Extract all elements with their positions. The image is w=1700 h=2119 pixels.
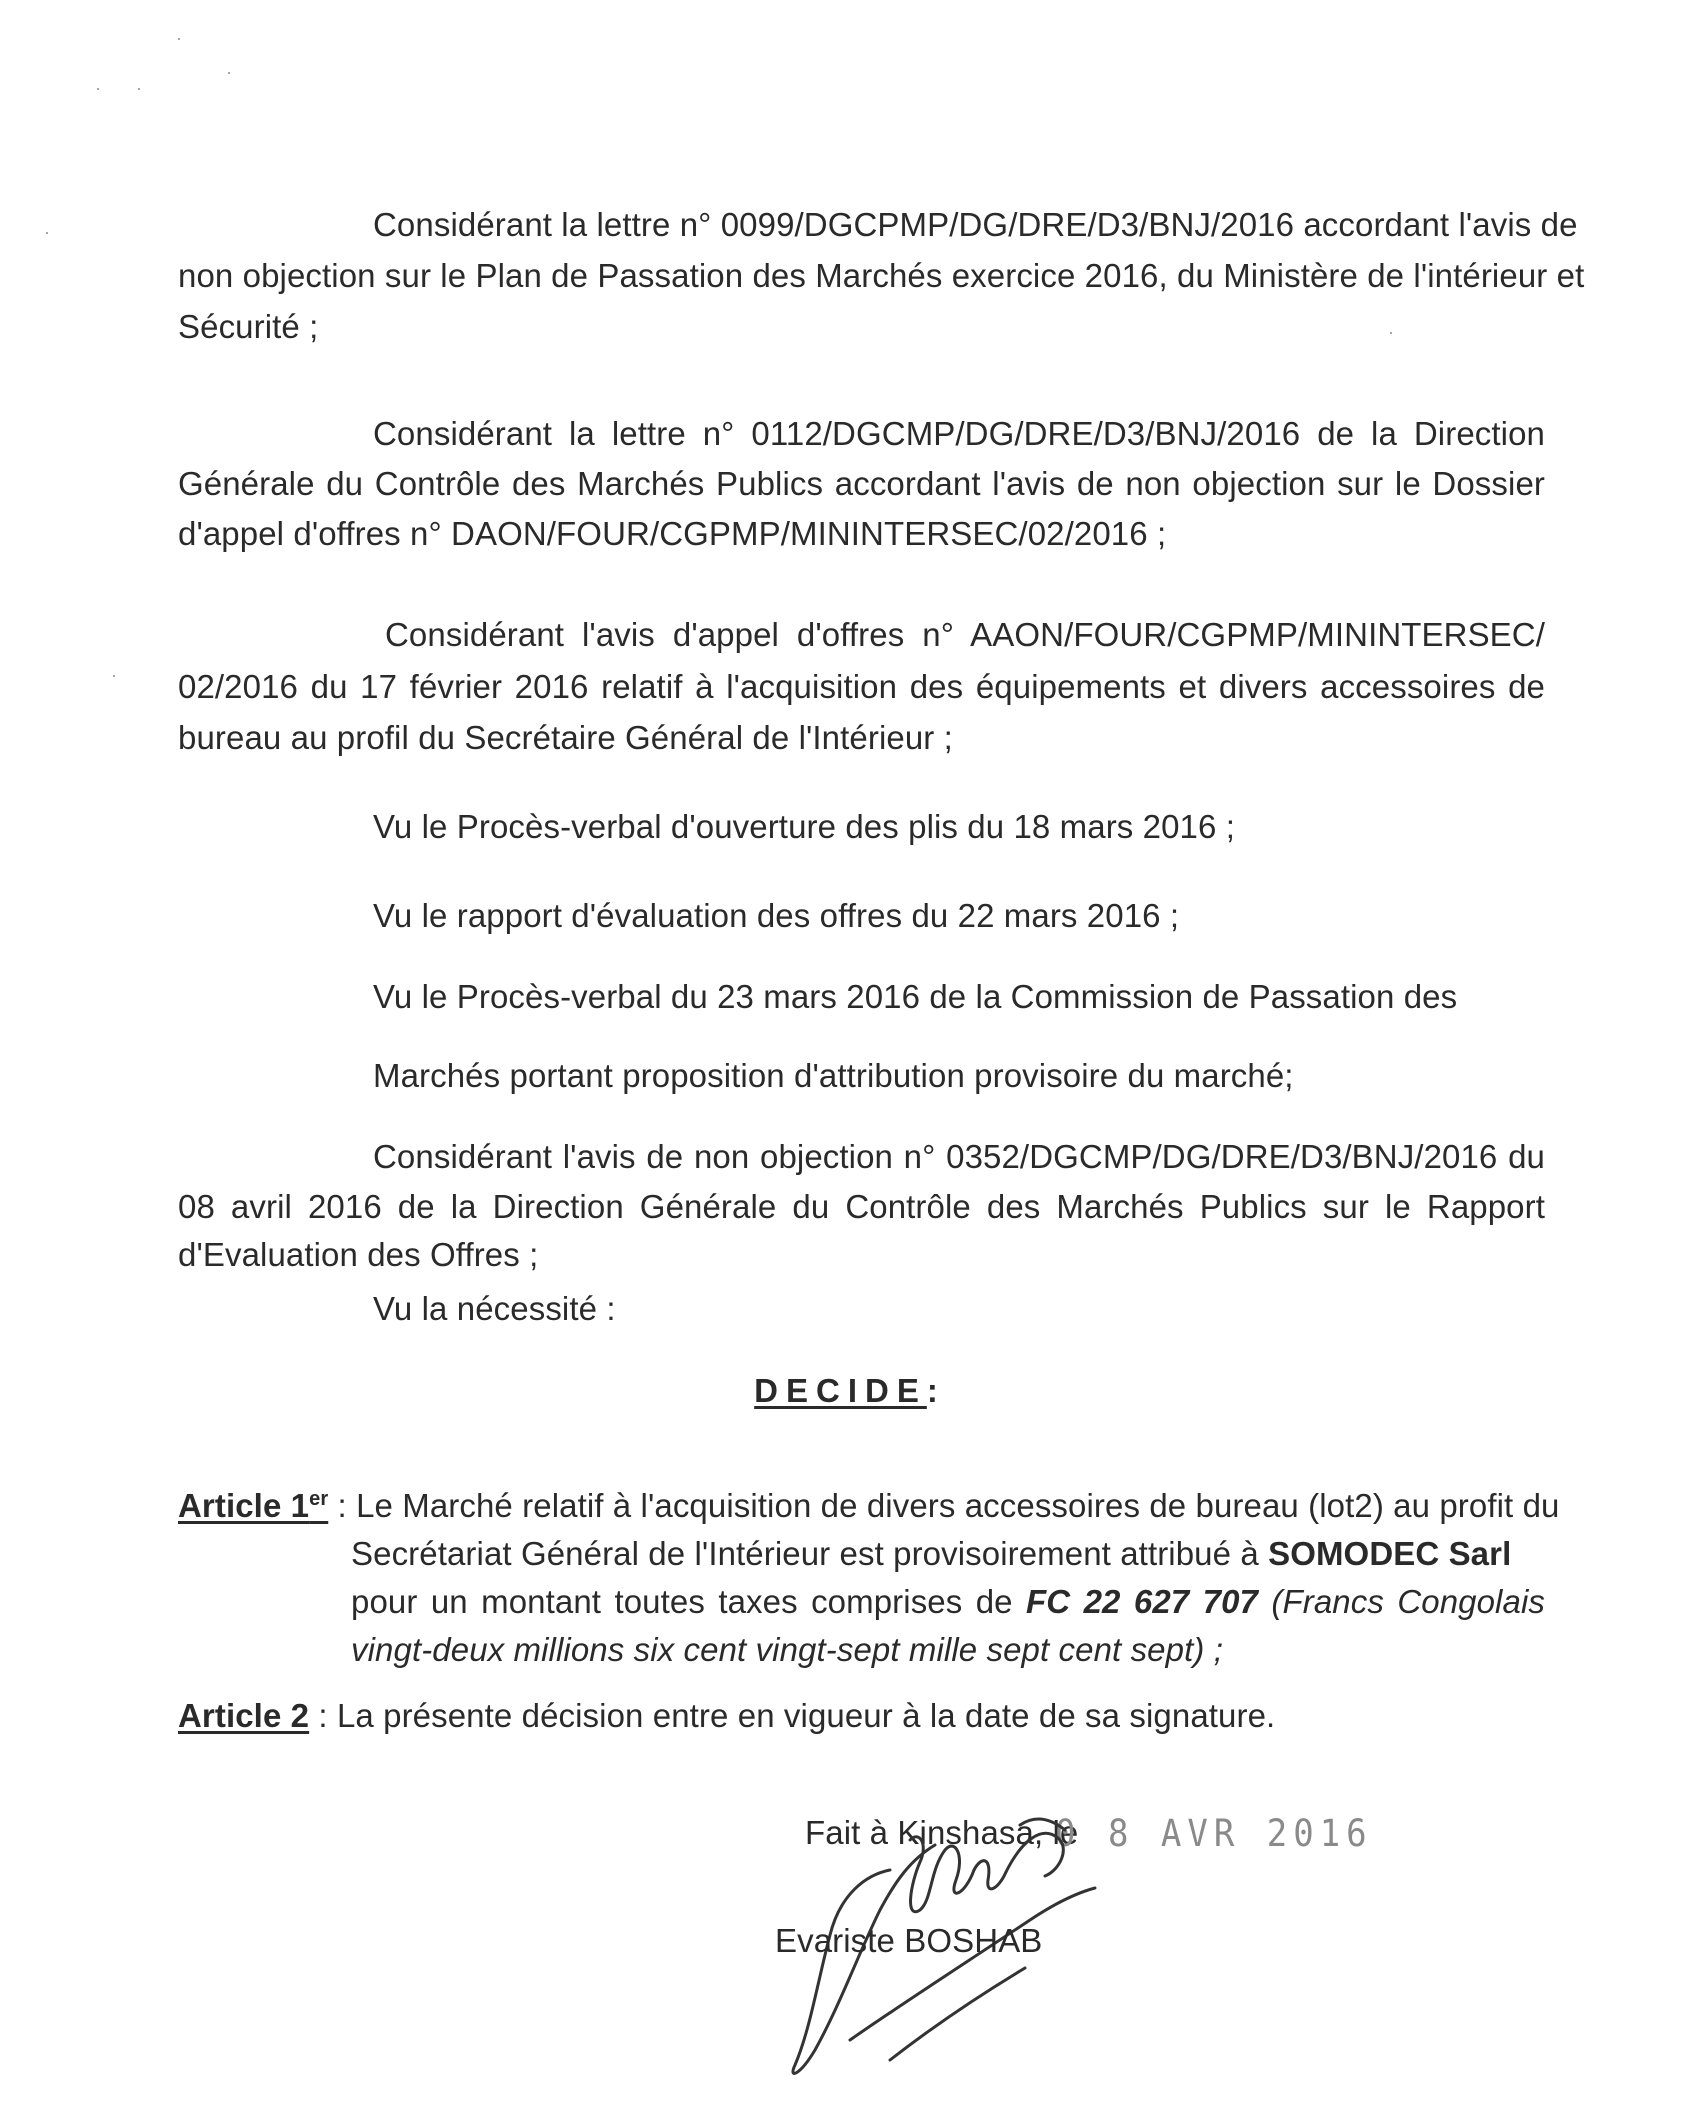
article-2 [178, 1697, 1545, 1735]
text-line: Marchés portant proposition d'attribution provisoire du marché; [373, 1057, 1294, 1094]
amount-in-words: (Francs Congolais [1271, 1583, 1545, 1620]
article-2-text: : La présente décision entre en vigueur à la date de sa signature. [309, 1697, 1276, 1734]
article-1-line-1 [178, 1487, 1560, 1525]
text-line: Générale du Contrôle des Marchés Publics accordant l'avis de non objection sur le Dossier [178, 465, 1545, 502]
decide-colon: : [926, 1372, 946, 1409]
scan-speck [46, 232, 48, 234]
company-name: SOMODEC Sarl [1268, 1535, 1512, 1572]
scan-speck [113, 675, 115, 677]
place-and-date-label: Fait à Kinshasa, le [805, 1814, 1079, 1851]
article-1-text: pour un montant toutes taxes comprises de [351, 1583, 1013, 1620]
contract-amount: FC 22 627 707 [1026, 1583, 1258, 1620]
article-1-text: Le Marché relatif à l'acquisition de divers accessoires de bureau (lot2) au profit du [346, 1487, 1560, 1524]
paragraph-vu-necessite: Vu la nécessité : [373, 1290, 616, 1327]
text-line: d'appel d'offres n° DAON/FOUR/CGPMP/MININTERSEC/02/2016 ; [178, 515, 1167, 552]
article-1-label: Article 1er [178, 1487, 329, 1524]
text-line: d'Evaluation des Offres ; [178, 1236, 539, 1273]
article-1-line-2 [351, 1535, 1545, 1573]
scan-speck [178, 38, 180, 40]
paragraph-vu-1: Vu le Procès-verbal d'ouverture des plis du 18 mars 2016 ; [373, 808, 1235, 845]
article-1-text: Secrétariat Général de l'Intérieur est provisoirement attribué à [351, 1535, 1259, 1572]
date-stamp: 0 8 AVR 2016 [1055, 1812, 1373, 1856]
text-line: Sécurité ; [178, 308, 319, 345]
text-line: Considérant l'avis de non objection n° 0352/DGCMP/DG/DRE/D3/BNJ/2016 du [373, 1138, 1545, 1175]
text-line: non objection sur le Plan de Passation des Marchés exercice 2016, du Ministère de l'intérieur et [178, 257, 1585, 294]
scan-speck [138, 88, 140, 90]
text-line: Considérant la lettre n° 0112/DGCMP/DG/DRE/D3/BNJ/2016 de la Direction [373, 415, 1545, 452]
text-line: 08 avril 2016 de la Direction Générale du Contrôle des Marchés Publics sur le Rapport [178, 1188, 1545, 1225]
text-line: Considérant la lettre n° 0099/DGCPMP/DG/DRE/D3/BNJ/2016 accordant l'avis de [373, 206, 1578, 243]
scan-speck [228, 72, 230, 74]
scan-speck [97, 88, 99, 90]
text-line: 02/2016 du 17 février 2016 relatif à l'acquisition des équipements et divers accessoires de [178, 668, 1545, 705]
signatory-name: Evariste BOSHAB [775, 1922, 1043, 1959]
text-line: Vu le Procès-verbal du 23 mars 2016 de la Commission de Passation des [373, 978, 1458, 1015]
decide-heading [0, 1372, 1700, 1410]
article-1-separator: : [328, 1487, 347, 1524]
text-line: Considérant l'avis d'appel d'offres n° AAON/FOUR/CGPMP/MININTERSEC/ [385, 616, 1545, 653]
article-2-label: Article 2 [178, 1697, 310, 1734]
amount-in-words-continued: vingt-deux millions six cent vingt-sept mille sept cent sept) ; [351, 1631, 1223, 1668]
paragraph-vu-2: Vu le rapport d'évaluation des offres du 22 mars 2016 ; [373, 897, 1180, 934]
article-1-line-3 [351, 1583, 1545, 1621]
decide-word: DECIDE [754, 1372, 927, 1409]
text-line: bureau au profil du Secrétaire Général de l'Intérieur ; [178, 719, 953, 756]
